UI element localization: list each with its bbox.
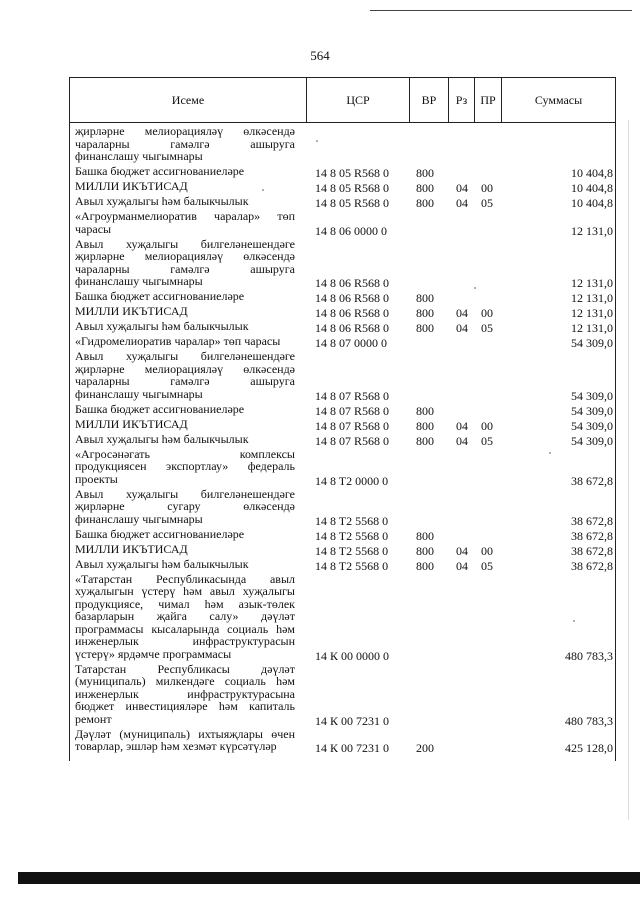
table-row (70, 125, 615, 165)
row-sum: 12 131,0 (571, 223, 613, 238)
scan-border-bar (18, 872, 640, 884)
row-name-line: Авыл хуҗалыгы билгеләнешендәге (75, 349, 295, 363)
row-rz: 04 (456, 418, 468, 433)
row-vr: 800 (416, 321, 434, 335)
row-pr: 05 (481, 196, 493, 210)
row-name (75, 558, 295, 571)
row-rz: 04 (456, 306, 468, 320)
table-row (70, 403, 615, 418)
row-name-line: ремонт (75, 711, 112, 726)
row-csr: 14 8 05 R568 0 (315, 196, 390, 210)
row-name-line: МИЛЛИ ИКЪТИСАД (75, 541, 188, 556)
row-csr: 14 8 05 R568 0 (315, 181, 390, 195)
row-csr: 14 8 T2 5568 0 (315, 558, 389, 573)
table-row (70, 210, 615, 238)
table-row (70, 728, 615, 756)
table-row (70, 488, 615, 528)
row-name-line: «Гидромелиоратив чаралар» төп чарасы (75, 334, 281, 348)
row-name (75, 350, 295, 400)
row-vr: 800 (416, 306, 434, 320)
row-name-line: Авыл хуҗалыгы һәм балыкчылык (75, 431, 249, 446)
row-name-line: җирләрне мелиорацияләү өлкәсендә (75, 249, 295, 263)
row-sum: 54 309,0 (571, 433, 613, 448)
row-vr: 800 (416, 433, 434, 448)
row-rz: 04 (456, 433, 468, 448)
row-name-line: МИЛЛИ ИКЪТИСАД (75, 304, 188, 318)
row-csr: 14 8 07 R568 0 (315, 418, 390, 433)
table-row (70, 180, 615, 195)
header-vr: ВР (421, 93, 437, 107)
row-csr: 14 К 00 0000 0 (315, 648, 390, 663)
row-name-line: Авыл хуҗалыгы һәм балыкчылык (75, 194, 249, 208)
row-csr: 14 8 07 R568 0 (315, 433, 390, 448)
row-name-line: Авыл хуҗалыгы һәм балыкчылык (75, 556, 249, 571)
table-row (70, 238, 615, 291)
row-vr: 800 (416, 181, 434, 195)
table-header (69, 77, 616, 123)
row-name-line: продукциясен экспортлау» федераль (75, 459, 295, 473)
row-sum: 38 672,8 (571, 528, 613, 543)
row-sum: 38 672,8 (571, 473, 613, 488)
row-rz: 04 (456, 321, 468, 335)
row-sum: 38 672,8 (571, 558, 613, 573)
row-name-line: «Агроурманмелиоратив чаралар» төп (75, 209, 295, 223)
row-name-line: чараларны гамәлгә ашыруга (75, 136, 295, 151)
row-csr: 14 8 T2 0000 0 (315, 473, 389, 488)
row-rz: 04 (456, 181, 468, 195)
row-name-line: программасы кысаларында социаль һәм (75, 621, 295, 636)
table-row (70, 418, 615, 433)
row-name-line: товарлар, эшләр һәм хезмәт күрсәтүләр (75, 739, 277, 753)
row-name (75, 290, 295, 303)
row-name (75, 573, 295, 661)
row-csr: 14 8 T2 5568 0 (315, 513, 389, 528)
row-csr: 14 8 05 R568 0 (315, 166, 390, 180)
row-sum: 480 783,3 (565, 648, 613, 663)
page-number: 564 (310, 48, 330, 63)
table-row (70, 528, 615, 543)
row-name-line: чарасы (75, 221, 112, 236)
row-rz: 04 (456, 543, 468, 558)
top-rule (370, 10, 632, 11)
row-name-line: финанслашу чыгымнары (75, 386, 203, 401)
row-name (75, 210, 295, 235)
row-sum: 12 131,0 (571, 276, 613, 290)
row-pr: 05 (481, 558, 493, 573)
header-csr: ЦСР (346, 93, 370, 107)
row-name (75, 305, 295, 318)
row-name (75, 448, 295, 486)
row-name (75, 418, 295, 431)
row-name (75, 433, 295, 446)
row-name-line: җирләрне мелиорацияләү өлкәсендә (75, 361, 295, 376)
row-vr: 800 (416, 291, 434, 305)
row-csr: 14 8 06 R568 0 (315, 291, 390, 305)
table-row (70, 663, 615, 728)
row-sum: 10 404,8 (571, 196, 613, 210)
header-rz: Рз (455, 93, 468, 107)
scan-edge (628, 120, 629, 820)
row-name-line: финанслашу чыгымнары (75, 274, 203, 288)
row-name-line: МИЛЛИ ИКЪТИСАД (75, 416, 188, 431)
row-csr: 14 8 T2 5568 0 (315, 528, 389, 543)
row-name-line: «Татарстан Республикасында авыл (75, 571, 295, 586)
row-name (75, 125, 295, 163)
header-pr: ПР (480, 93, 496, 107)
row-pr: 00 (481, 543, 493, 558)
row-name (75, 543, 295, 556)
row-name-line: үстерү» ярдәмче программасы (75, 646, 232, 661)
row-name-line: хуҗалыгын үстерү һәм авыл хуҗалыгы (75, 584, 295, 598)
row-csr: 14 8 07 R568 0 (315, 388, 390, 403)
row-pr: 00 (481, 306, 493, 320)
row-name (75, 728, 295, 753)
row-sum: 10 404,8 (571, 166, 613, 180)
scan-speck (549, 452, 551, 454)
row-name (75, 165, 295, 178)
table-row (70, 290, 615, 305)
row-name-line: инженерлык инфраструктурасын (75, 634, 295, 648)
row-name-line: Авыл хуҗалыгы һәм балыкчылык (75, 319, 249, 333)
scan-speck (262, 189, 264, 191)
row-csr: 14 К 00 7231 0 (315, 713, 390, 728)
row-name-line: бюджет инвестицияләре һәм капиталь (75, 699, 295, 713)
row-sum: 38 672,8 (571, 543, 613, 558)
row-name-line: Авыл хуҗалыгы билгеләнешендәге (75, 236, 295, 251)
row-name-line: финанслашу чыгымнары (75, 511, 203, 526)
row-sum: 480 783,3 (565, 713, 613, 728)
row-vr: 800 (416, 528, 434, 543)
row-name-line: продукциясе, чимал һәм азык-төлек (75, 596, 295, 611)
row-name-line: җирләрне мелиорацияләү өлкәсендә (75, 124, 295, 138)
table-row (70, 448, 615, 488)
row-vr: 800 (416, 543, 434, 558)
row-sum: 38 672,8 (571, 513, 613, 528)
row-name-line: Авыл хуҗалыгы билгеләнешендәге (75, 486, 295, 501)
row-name-line: чараларны гамәлгә ашыруга (75, 261, 295, 276)
budget-table (69, 77, 616, 761)
row-vr: 800 (416, 418, 434, 433)
row-pr: 05 (481, 433, 493, 448)
header-name: Исеме (171, 93, 205, 107)
row-name-line: «Агросәнәгать комплексы (75, 446, 295, 461)
row-rz: 04 (456, 558, 468, 573)
table-row (70, 320, 615, 335)
row-sum: 54 309,0 (571, 336, 613, 350)
table-row (70, 573, 615, 663)
row-pr: 00 (481, 418, 493, 433)
row-vr: 200 (416, 741, 434, 755)
row-pr: 00 (481, 181, 493, 195)
row-name (75, 403, 295, 416)
row-csr: 14 8 06 R568 0 (315, 321, 390, 335)
row-name-line: МИЛЛИ ИКЪТИСАД (75, 179, 188, 193)
row-pr: 05 (481, 321, 493, 335)
row-name (75, 320, 295, 333)
row-name-line: җирләрне сугару өлкәсендә (75, 499, 295, 513)
row-name-line: Татарстан Республикасы дәүләт (75, 661, 295, 676)
row-name (75, 335, 295, 348)
table-row (70, 195, 615, 210)
row-csr: 14 8 06 R568 0 (315, 276, 390, 290)
row-name (75, 195, 295, 208)
row-name-line: инженерлык инфраструктурасына (75, 686, 295, 701)
row-name-line: проекты (75, 471, 118, 486)
row-csr: 14 К 00 7231 0 (315, 741, 390, 755)
row-csr: 14 8 07 R568 0 (315, 403, 390, 418)
table-row (70, 433, 615, 448)
table-row (70, 305, 615, 320)
row-sum: 12 131,0 (571, 291, 613, 305)
row-name-line: (муниципаль) милкендәге социаль һәм (75, 674, 295, 688)
row-name (75, 488, 295, 526)
row-sum: 12 131,0 (571, 321, 613, 335)
scan-speck (474, 287, 476, 289)
row-rz: 04 (456, 196, 468, 210)
row-csr: 14 8 06 0000 0 (315, 223, 387, 238)
row-sum: 12 131,0 (571, 306, 613, 320)
table-body (69, 123, 616, 761)
row-name-line: базарларын җайга салу» дәүләт (75, 609, 295, 623)
row-name-line: Башка бюджет ассигнованиеләре (75, 289, 245, 303)
row-name (75, 663, 295, 726)
table-row (70, 543, 615, 558)
row-name-line: Башка бюджет ассигнованиеләре (75, 164, 245, 178)
row-csr: 14 8 T2 5568 0 (315, 543, 389, 558)
header-sum: Суммасы (534, 93, 583, 107)
row-vr: 800 (416, 166, 434, 180)
scan-speck (573, 620, 575, 622)
row-sum: 54 309,0 (571, 403, 613, 418)
row-name-line: Башка бюджет ассигнованиеләре (75, 401, 245, 416)
table-row (70, 335, 615, 350)
row-name (75, 528, 295, 541)
row-vr: 800 (416, 196, 434, 210)
row-sum: 54 309,0 (571, 418, 613, 433)
row-csr: 14 8 06 R568 0 (315, 306, 390, 320)
scan-speck (316, 140, 318, 142)
row-csr: 14 8 07 0000 0 (315, 336, 387, 350)
row-name-line: финанслашу чыгымнары (75, 149, 203, 163)
row-sum: 425 128,0 (565, 741, 613, 755)
row-name (75, 238, 295, 288)
row-name-line: Башка бюджет ассигнованиеләре (75, 526, 245, 541)
row-vr: 800 (416, 558, 434, 573)
table-row (70, 165, 615, 180)
row-name-line: чараларны гамәлгә ашыруга (75, 374, 295, 388)
row-sum: 54 309,0 (571, 388, 613, 403)
row-vr: 800 (416, 403, 434, 418)
table-row (70, 350, 615, 403)
row-name-line: Дәүләт (муниципаль) ихтыяҗлары өчен (75, 726, 295, 741)
row-sum: 10 404,8 (571, 181, 613, 195)
table-row (70, 558, 615, 573)
